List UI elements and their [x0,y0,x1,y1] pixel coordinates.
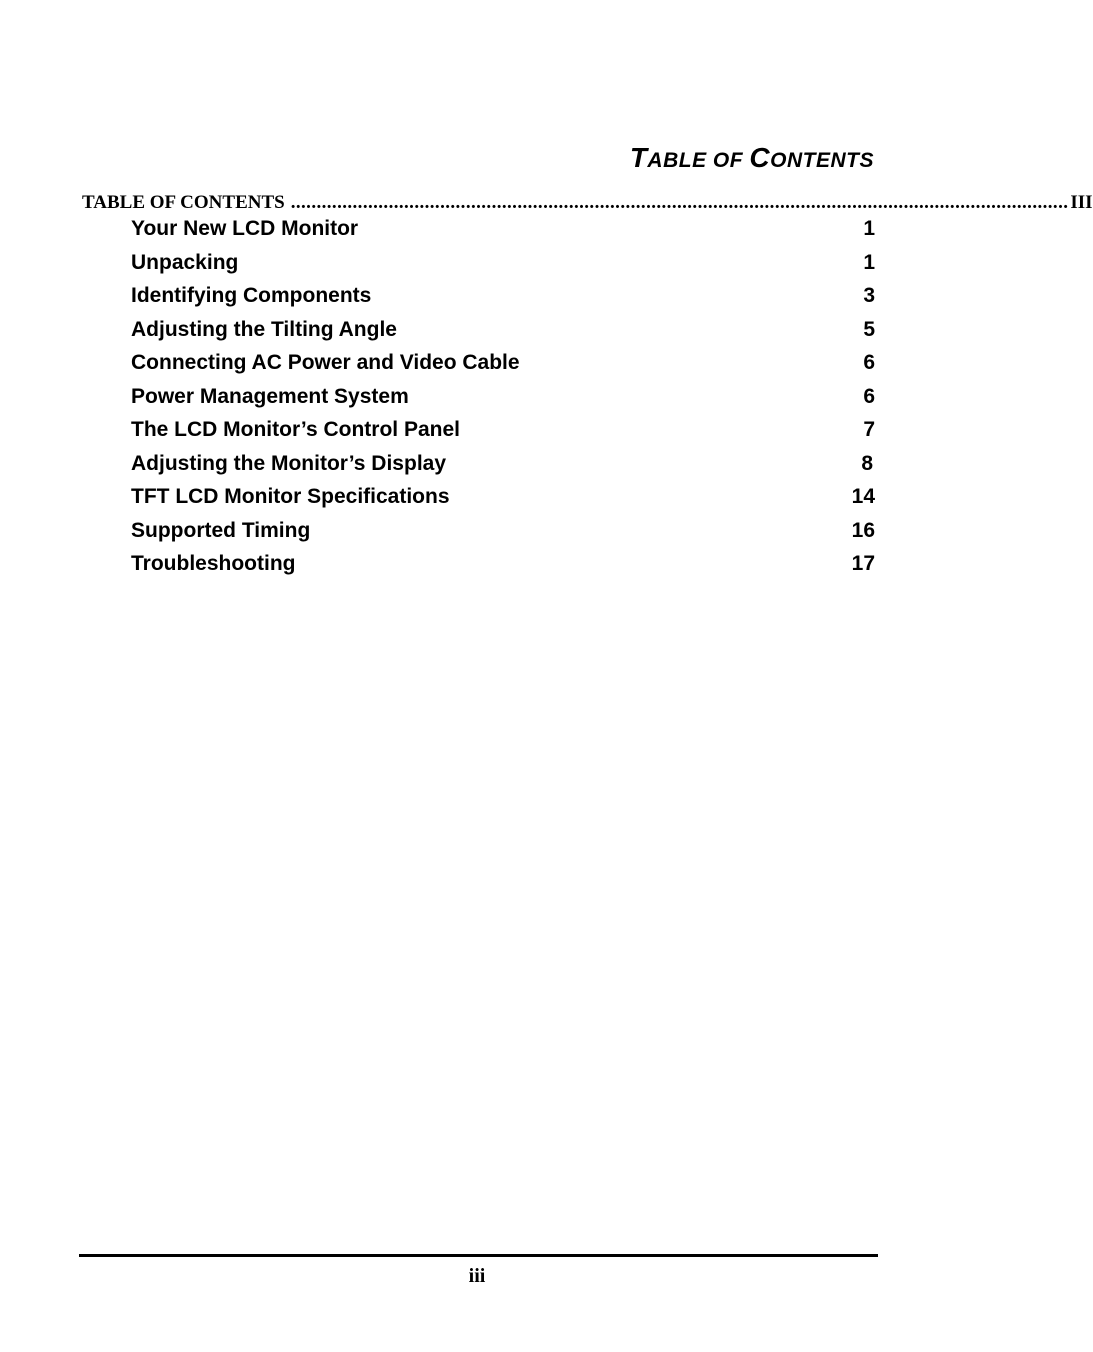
toc-item-label: Adjusting the Tilting Angle [131,317,397,341]
toc-item-page: 1 [863,217,875,240]
toc-item-power-management[interactable] [131,380,875,414]
toc-item-unpacking[interactable] [131,246,875,280]
toc-item-page: 6 [863,351,875,374]
toc-item-label: Connecting AC Power and Video Cable [131,351,520,374]
toc-item-label: Identifying Components [131,284,372,307]
toc-dot-leader: ....................................................................................................................................................... [290,192,1069,213]
toc-item-label: Supported Timing [131,518,311,542]
toc-item-label: Power Management System [131,384,409,408]
toc-item-label: TFT LCD Monitor Specifications [131,485,450,508]
toc-main-label: TABLE OF CONTENTS [82,192,285,213]
toc-item-page: 3 [863,284,875,307]
page-title [630,140,874,179]
toc-main-page: III [1070,192,1093,213]
toc-item-page: 8 [861,451,873,475]
toc-item-page: 1 [863,250,875,274]
footer-divider [79,1254,878,1257]
toc-list [131,212,875,581]
toc-item-supported-timing[interactable] [131,514,875,548]
title-rest-ontents: ONTENTS [770,149,874,172]
toc-item-page: 14 [851,485,875,508]
toc-item-label: Adjusting the Monitor’s Display [131,451,447,475]
toc-item-page: 17 [851,552,875,575]
toc-item-page: 5 [863,317,875,341]
title-rest-able-of: ABLE OF [647,149,750,172]
toc-item-label: Your New LCD Monitor [131,217,359,240]
toc-item-adjusting-display[interactable] [131,447,875,481]
toc-item-specifications[interactable] [131,480,875,514]
toc-item-connecting-ac-power[interactable] [131,346,875,380]
toc-item-adjusting-tilting-angle[interactable] [131,313,875,347]
title-cap-c: C [749,142,771,173]
toc-item-identifying-components[interactable] [131,279,875,313]
toc-item-label: Troubleshooting [131,552,296,575]
title-cap-t: T [629,142,648,173]
toc-item-label: Unpacking [131,250,239,274]
toc-item-page: 6 [863,384,875,408]
toc-item-page: 16 [851,518,875,542]
toc-item-control-panel[interactable] [131,413,875,447]
toc-item-page: 7 [863,418,875,441]
toc-item-label: The LCD Monitor’s Control Panel [131,418,460,441]
page-number: iii [468,1265,486,1287]
toc-item-troubleshooting[interactable] [131,547,875,581]
toc-item-your-new-lcd-monitor[interactable] [131,212,875,246]
